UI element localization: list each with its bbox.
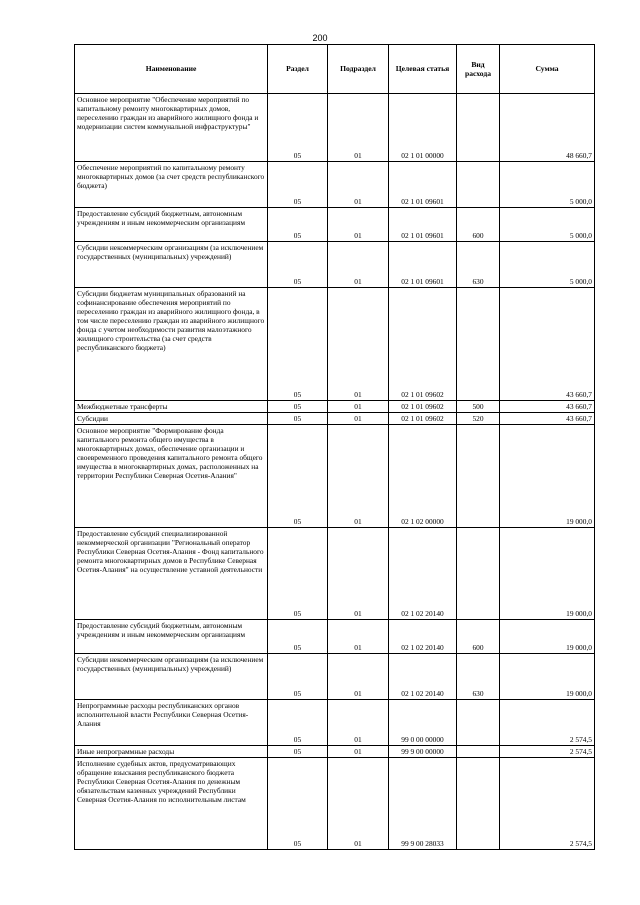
row-expense-type: 520: [457, 413, 500, 425]
header-target: Целевая статья: [389, 45, 457, 94]
row-name: Субсидии бюджетам муниципальных образований на софинансирование обеспечения мероприятий по переселению граждан из аварийного жилищного фонда, в том числе переселению граждан из аварийного жилищного фонда с учетом необходимости развития малоэтажного жилищного строительства (за счет средств республиканского бюджета): [75, 288, 268, 401]
row-target: 02 1 02 20140: [389, 620, 457, 654]
row-section: 05: [268, 620, 328, 654]
row-section: 05: [268, 528, 328, 620]
row-subsection: 01: [328, 425, 389, 528]
row-name: Субсидии некоммерческим организациям (за исключением государственных (муниципальных) учреждений): [75, 654, 268, 700]
row-target: 02 1 01 09601: [389, 162, 457, 208]
row-subsection: 01: [328, 746, 389, 758]
row-name: Непрограммные расходы республиканских органов исполнительной власти Республики Северная Осетия-Алания: [75, 700, 268, 746]
table-header-row: [75, 45, 595, 94]
row-subsection: 01: [328, 654, 389, 700]
row-amount: 19 000,0: [500, 528, 595, 620]
row-expense-type: [457, 758, 500, 850]
row-target: 02 1 01 09602: [389, 288, 457, 401]
row-section: 05: [268, 208, 328, 242]
table-row: [75, 401, 595, 413]
row-target: 99 0 00 00000: [389, 700, 457, 746]
row-name: Межбюджетные трансферты: [75, 401, 268, 413]
row-section: 05: [268, 425, 328, 528]
row-subsection: 01: [328, 242, 389, 288]
table-row: [75, 413, 595, 425]
row-expense-type: [457, 528, 500, 620]
row-section: 05: [268, 288, 328, 401]
row-subsection: 01: [328, 162, 389, 208]
table-row: [75, 620, 595, 654]
row-amount: 2 574,5: [500, 746, 595, 758]
table-row: [75, 746, 595, 758]
row-expense-type: 600: [457, 620, 500, 654]
row-target: 02 1 02 20140: [389, 528, 457, 620]
row-amount: 48 660,7: [500, 94, 595, 162]
table-row: [75, 94, 595, 162]
row-section: 05: [268, 758, 328, 850]
row-expense-type: 500: [457, 401, 500, 413]
row-name: Субсидии: [75, 413, 268, 425]
row-expense-type: 600: [457, 208, 500, 242]
row-section: 05: [268, 94, 328, 162]
table-row: [75, 700, 595, 746]
row-name: Иные непрограммные расходы: [75, 746, 268, 758]
row-amount: 2 574,5: [500, 700, 595, 746]
row-expense-type: [457, 746, 500, 758]
page-number: 200: [312, 33, 328, 43]
row-expense-type: 630: [457, 242, 500, 288]
row-name: Предоставление субсидий бюджетным, автономным учреждениям и иным некоммерческим организациям: [75, 208, 268, 242]
row-amount: 5 000,0: [500, 208, 595, 242]
row-target: 99 9 00 28033: [389, 758, 457, 850]
row-amount: 19 000,0: [500, 425, 595, 528]
table-row: [75, 208, 595, 242]
row-amount: 43 660,7: [500, 401, 595, 413]
row-target: 02 1 01 00000: [389, 94, 457, 162]
row-amount: 19 000,0: [500, 654, 595, 700]
row-amount: 5 000,0: [500, 242, 595, 288]
row-target: 99 9 00 00000: [389, 746, 457, 758]
header-expense-type: Вид расхода: [457, 45, 500, 94]
row-target: 02 1 01 09602: [389, 413, 457, 425]
row-expense-type: 630: [457, 654, 500, 700]
row-expense-type: [457, 425, 500, 528]
row-target: 02 1 02 20140: [389, 654, 457, 700]
row-expense-type: [457, 162, 500, 208]
row-name: Основное мероприятие "Формирование фонда капитального ремонта общего имущества в многоквартирных домах, обеспечение организации и своевременного проведения капитального ремонта общего имущества в многоквартирных домах, расположенных на территории Республики Северная Осетия-Алания": [75, 425, 268, 528]
header-amount: Сумма: [500, 45, 595, 94]
row-target: 02 1 02 00000: [389, 425, 457, 528]
row-subsection: 01: [328, 758, 389, 850]
row-subsection: 01: [328, 528, 389, 620]
row-expense-type: [457, 94, 500, 162]
row-expense-type: [457, 700, 500, 746]
row-amount: 43 660,7: [500, 288, 595, 401]
row-name: Основное мероприятие "Обеспечение мероприятий по капитальному ремонту многоквартирных домов, переселению граждан из аварийного жилищного фонда и модернизации систем коммунальной инфраструктуры": [75, 94, 268, 162]
table-row: [75, 758, 595, 850]
row-amount: 43 660,7: [500, 413, 595, 425]
row-section: 05: [268, 746, 328, 758]
row-amount: 19 000,0: [500, 620, 595, 654]
row-subsection: 01: [328, 700, 389, 746]
row-name: Обеспечение мероприятий по капитальному ремонту многоквартирных домов (за счет средств республиканского бюджета): [75, 162, 268, 208]
row-name: Предоставление субсидий специализированной некоммерческой организации "Региональный оператор Республики Северная Осетия-Алания - Фонд капитального ремонта многоквартирных домов в Республике Северная Осетия-Алания" на осуществление уставной деятельности: [75, 528, 268, 620]
row-name: Исполнение судебных актов, предусматривающих обращение взыскания республиканского бюджета Республики Северная Осетия-Алания по денежным обязательствам казенных учреждений Республики Северная Осетия-Алания по исполнительным листам: [75, 758, 268, 850]
row-section: 05: [268, 700, 328, 746]
header-subsection: Подраздел: [328, 45, 389, 94]
row-target: 02 1 01 09601: [389, 242, 457, 288]
table-row: [75, 528, 595, 620]
row-section: 05: [268, 162, 328, 208]
row-amount: 2 574,5: [500, 758, 595, 850]
row-subsection: 01: [328, 401, 389, 413]
table-row: [75, 654, 595, 700]
row-name: Субсидии некоммерческим организациям (за исключением государственных (муниципальных) учреждений): [75, 242, 268, 288]
row-section: 05: [268, 413, 328, 425]
row-subsection: 01: [328, 208, 389, 242]
row-target: 02 1 01 09601: [389, 208, 457, 242]
table-row: [75, 425, 595, 528]
row-subsection: 01: [328, 620, 389, 654]
row-subsection: 01: [328, 413, 389, 425]
row-expense-type: [457, 288, 500, 401]
header-name: Наименование: [75, 45, 268, 94]
row-target: 02 1 01 09602: [389, 401, 457, 413]
table-row: [75, 288, 595, 401]
table-row: [75, 162, 595, 208]
row-name: Предоставление субсидий бюджетным, автономным учреждениям и иным некоммерческим организациям: [75, 620, 268, 654]
row-section: 05: [268, 654, 328, 700]
row-section: 05: [268, 242, 328, 288]
row-section: 05: [268, 401, 328, 413]
table-row: [75, 242, 595, 288]
row-subsection: 01: [328, 288, 389, 401]
header-section: Раздел: [268, 45, 328, 94]
row-amount: 5 000,0: [500, 162, 595, 208]
budget-table: [74, 44, 595, 850]
row-subsection: 01: [328, 94, 389, 162]
